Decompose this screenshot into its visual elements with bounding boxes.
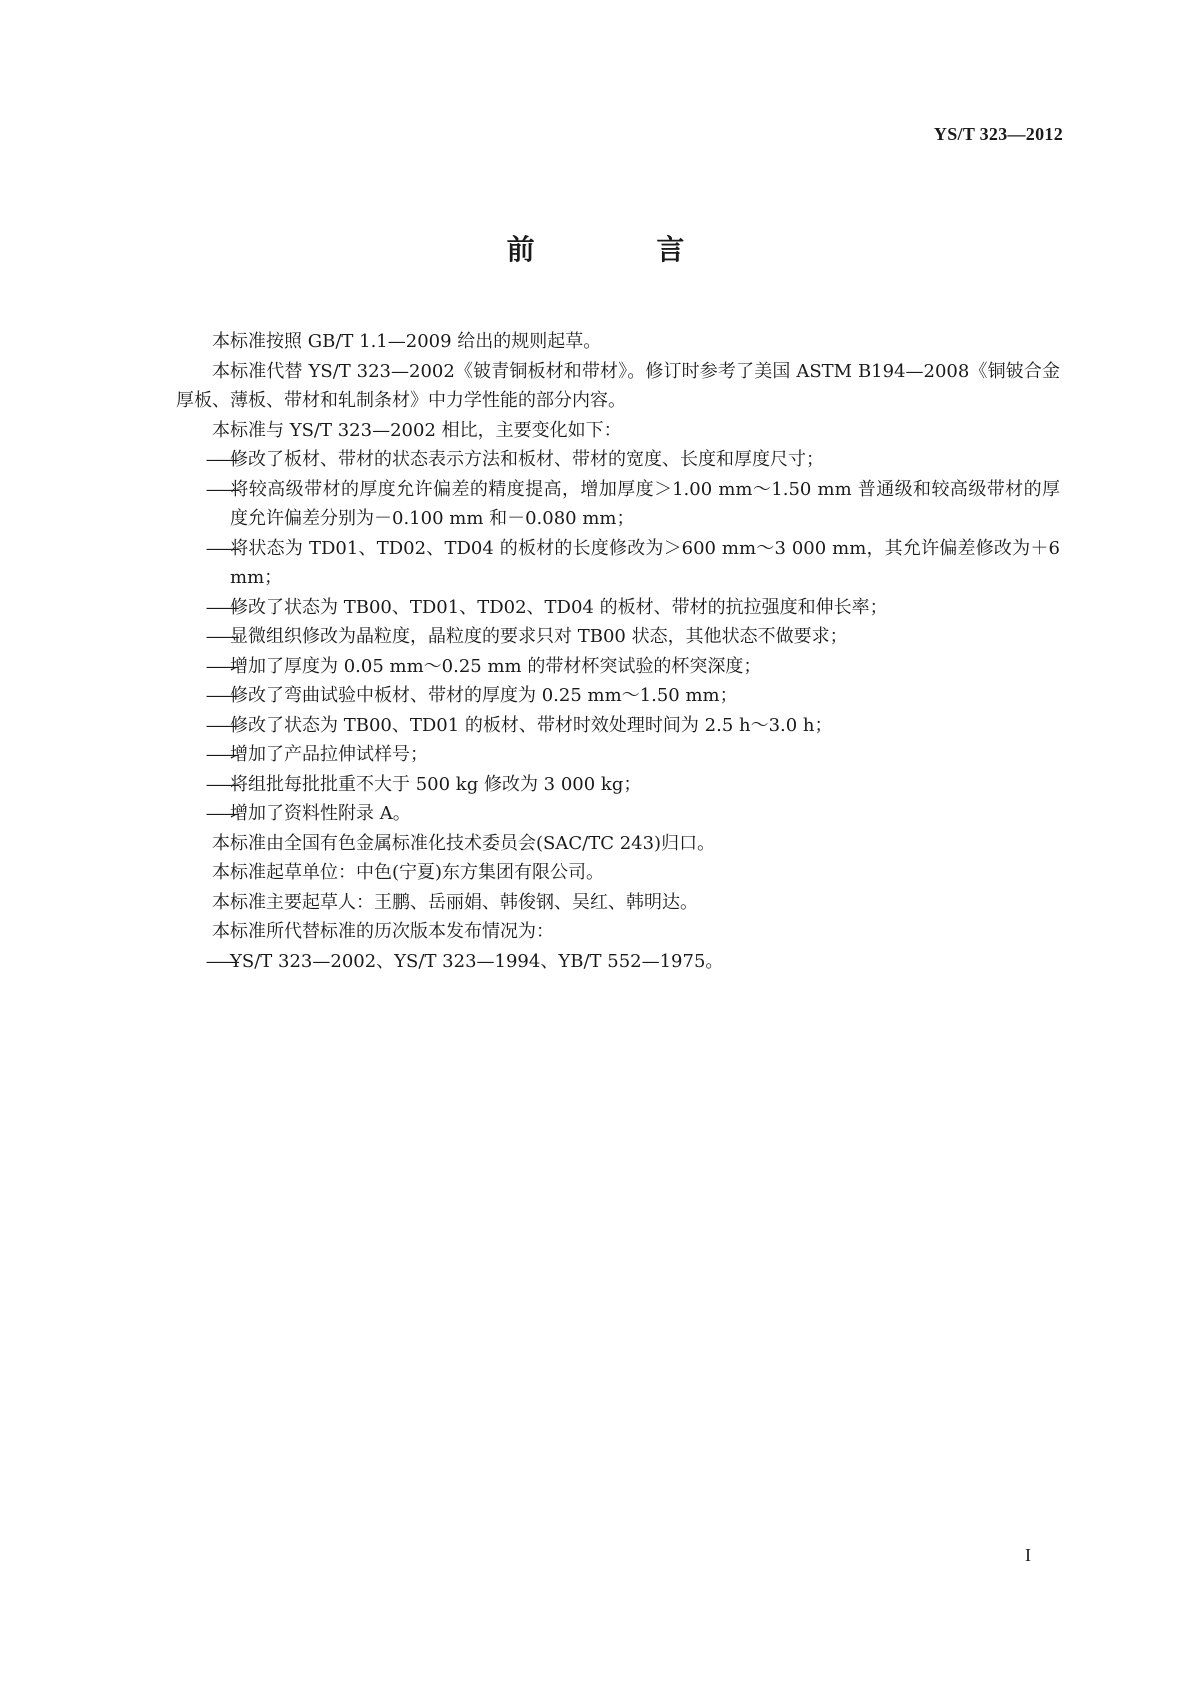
history-item <box>176 947 1060 977</box>
page-number: I <box>1025 1545 1031 1565</box>
change-item-text: 将状态为 TD01、TD02、TD04 的板材的长度修改为＞600 mm～3 000 mm，其允许偏差修改为＋6 mm； <box>230 537 1060 588</box>
dash-mark: —— <box>205 449 238 470</box>
change-item <box>176 445 1060 475</box>
dash-mark: —— <box>205 714 238 736</box>
change-item <box>176 681 1060 711</box>
document-body <box>176 327 1060 976</box>
change-item <box>176 740 1060 770</box>
change-item-text: 修改了弯曲试验中板材、带材的厚度为 0.25 mm～1.50 mm； <box>230 685 738 706</box>
change-item <box>176 593 1060 623</box>
paragraph: 本标准由全国有色金属标准化技术委员会(SAC/TC 243)归口。 <box>212 832 716 854</box>
dash-mark: —— <box>205 950 238 972</box>
change-item <box>176 652 1060 682</box>
dash-mark: —— <box>205 744 238 765</box>
dash-mark: —— <box>205 626 238 647</box>
dash-mark: —— <box>205 685 238 706</box>
paragraph: 本标准起草单位：中色(宁夏)东方集团有限公司。 <box>212 862 605 883</box>
change-item-text: 修改了状态为 TB00、TD01 的板材、带材时效处理时间为 2.5 h～3.0 h； <box>230 714 833 736</box>
change-item-text: 增加了资料性附录 A。 <box>230 803 411 824</box>
paragraph: 本标准主要起草人：王鹏、岳丽娟、韩俊钢、吴红、韩明达。 <box>212 891 698 913</box>
change-item-text: 增加了产品拉伸试样号； <box>230 744 428 765</box>
page-title: 前 言 <box>506 233 741 266</box>
paragraph: 本标准与 YS/T 323—2002 相比，主要变化如下： <box>212 419 622 441</box>
paragraph: 本标准代替 YS/T 323—2002《铍青铜板材和带材》。修订时参考了美国 ASTM B194—2008《铜铍合金厚板、薄板、带材和轧制条材》中力学性能的部分内容。 <box>176 360 1060 411</box>
change-item-text: 修改了状态为 TB00、TD01、TD02、TD04 的板材、带材的抗拉强度和伸长率； <box>230 596 888 618</box>
paragraph: 本标准所代替标准的历次版本发布情况为： <box>212 921 554 942</box>
change-item-text: 将组批每批批重不大于 500 kg 修改为 3 000 kg； <box>230 773 642 795</box>
change-item-text: 将较高级带材的厚度允许偏差的精度提高，增加厚度＞1.00 mm～1.50 mm 普通级和较高级带材的厚度允许偏差分别为－0.100 mm 和－0.080 mm； <box>230 478 1060 529</box>
change-item <box>176 475 1060 534</box>
change-item <box>176 799 1060 829</box>
change-item <box>176 770 1060 800</box>
change-item <box>176 534 1060 593</box>
change-item <box>176 622 1060 652</box>
dash-mark: —— <box>205 537 238 559</box>
dash-mark: —— <box>205 773 238 795</box>
dash-mark: —— <box>205 478 238 500</box>
paragraph: 本标准按照 GB/T 1.1—2009 给出的规则起草。 <box>212 331 602 352</box>
change-item-text: 修改了板材、带材的状态表示方法和板材、带材的宽度、长度和厚度尺寸； <box>230 449 824 470</box>
dash-mark: —— <box>205 655 238 677</box>
dash-mark: —— <box>205 803 238 824</box>
history-item-text: YS/T 323—2002、YS/T 323—1994、YB/T 552—1975。 <box>230 950 724 972</box>
change-item <box>176 711 1060 741</box>
change-item-text: 显微组织修改为晶粒度，晶粒度的要求只对 TB00 状态，其他状态不做要求； <box>230 626 848 647</box>
dash-mark: —— <box>205 596 238 618</box>
change-item-text: 增加了厚度为 0.05 mm～0.25 mm 的带材杯突试验的杯突深度； <box>230 655 762 677</box>
standard-code: YS/T 323—2012 <box>933 124 1063 144</box>
